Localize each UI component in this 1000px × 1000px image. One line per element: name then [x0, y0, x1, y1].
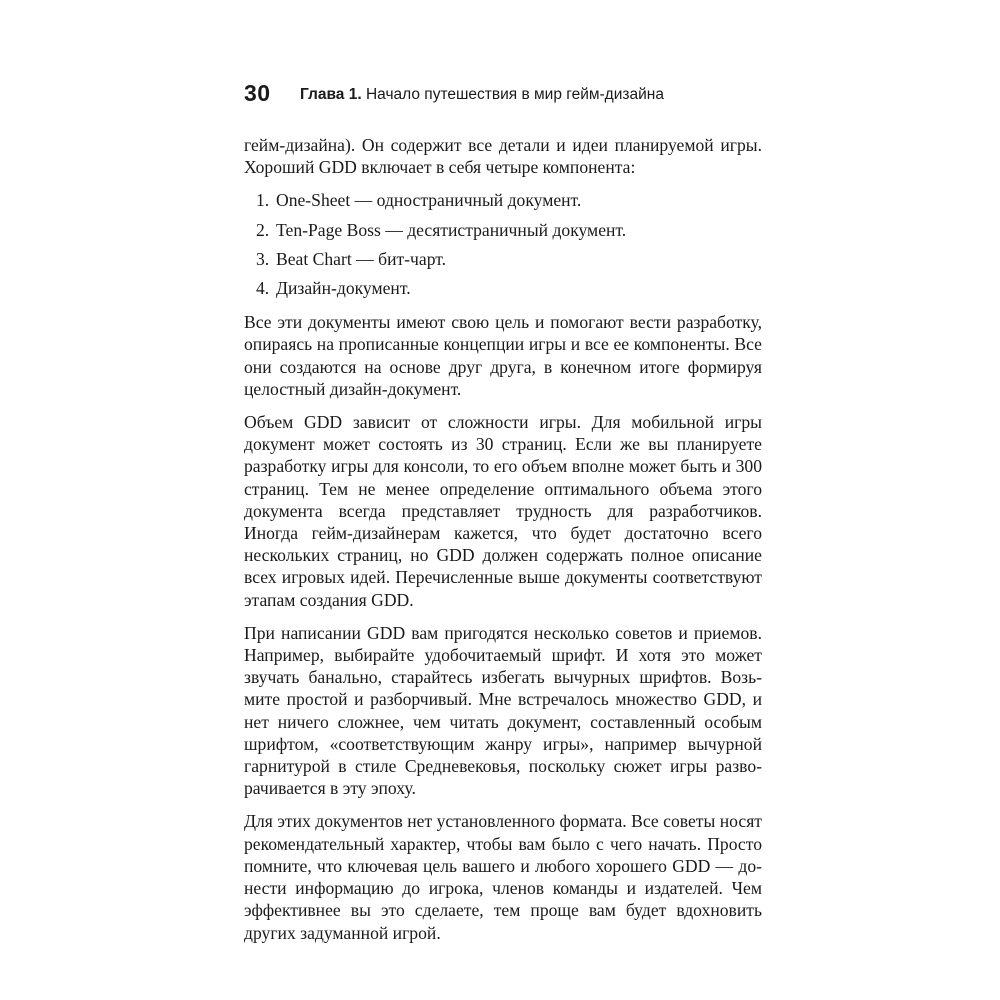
paragraph-format: Для этих документов нет установленного формата. Все советы носят рекомендательный характер, чтобы вам было с чего начать. Просто помните, что ключевая цель вашего и любого хорошего GDD — донести информацию до игрока, членов команды и издателей. Чем эффективнее вы это сделаете, тем проще вам будет вдохновить других задуманной игрой. [244, 811, 762, 943]
paragraph-gdd-size: Объем GDD зависит от сложности игры. Для мобильной игры документ может состоять из 30 страниц. Если же вы планируете разработку игры для консоли, то его объем вполне может быть и 300 страниц. Тем не менее определение оптимального объема этого документа всегда представляет трудность для разработчиков. Иногда гейм-дизайнерам кажется, что будет достаточно всего нескольких страниц, но GDD должен содержать полное описание всех игровых идей. Перечисленные выше документы соответствуют этапам создания GDD. [244, 412, 762, 610]
list-item [244, 248, 762, 270]
chapter-title: Начало путешествия в мир гейм-дизайна [365, 86, 664, 103]
list-item [244, 189, 762, 211]
paragraph-documents-purpose: Все эти документы имеют свою цель и помогают вести разработку, опираясь на прописанные концепции игры и все ее компоненты. Все они создаются на основе друг друга, в конечном итоге формируя целостный дизайн-документ. [244, 312, 762, 399]
list-item [244, 219, 762, 241]
list-item-text: Дизайн-документ. [276, 278, 411, 299]
list-item-number: 2. [256, 219, 270, 240]
paragraph-writing-tips: При написании GDD вам пригодятся несколько советов и приемов. Например, выбирайте удобочитаемый шрифт. И хотя это может звучать банально, старайтесь избегать вычурных шрифтов. Возьмите простой и разборчивый. Мне встречалось множество GDD, и нет ничего сложнее, чем читать документ, составленный особым шрифтом, «соответствующим жанру игры», например вычурной гарнитурой в стиле Средневековья, поскольку сюжет игры разворачивается в эту эпоху. [244, 622, 762, 799]
list-item-text: One-Sheet — одностраничный документ. [276, 190, 582, 211]
intro-paragraph: гейм-дизайна). Он содержит все детали и идеи планируемой игры. Хороший GDD включает в себя четыре компонента: [244, 135, 762, 178]
running-header [244, 80, 764, 110]
list-item-number: 3. [256, 248, 270, 269]
body-text [244, 134, 762, 955]
list-item-text: Ten-Page Boss — десятистраничный документ. [276, 219, 627, 240]
list-item [244, 277, 762, 299]
list-item-text: Beat Chart — бит-чарт. [276, 248, 447, 269]
chapter-label: Глава 1. [300, 86, 362, 103]
list-item-number: 4. [256, 278, 270, 299]
chapter-heading [300, 86, 664, 104]
page-number: 30 [244, 80, 271, 106]
list-item-number: 1. [256, 190, 270, 211]
components-list [244, 189, 762, 299]
